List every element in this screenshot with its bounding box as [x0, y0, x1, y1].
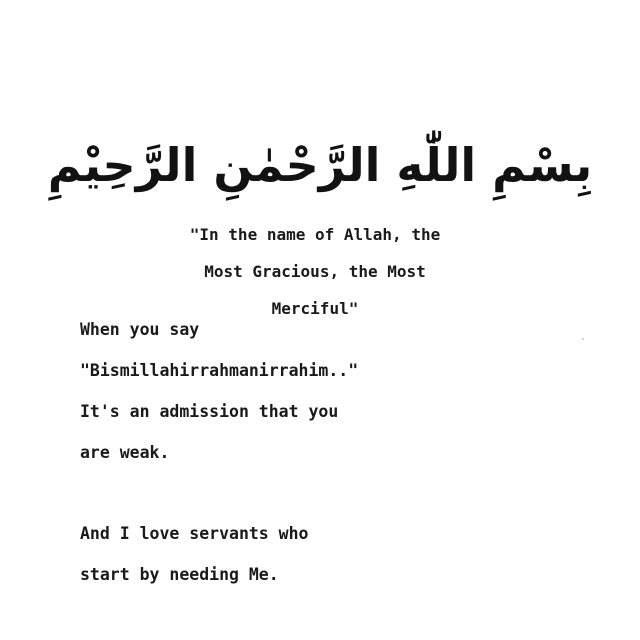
basmala-arabic-text: بِسْمِ اللّٰهِ الرَّحْمٰنِ الرَّحِيْمِ — [47, 138, 593, 192]
message-line-2: "Bismillahirrahmanirrahim.." — [80, 361, 359, 380]
translation-line-1: "In the name of Allah, the — [189, 225, 441, 244]
translation-line-3: Merciful" — [271, 299, 359, 318]
message-text — [80, 309, 400, 595]
message-line-1: When you say — [80, 320, 200, 339]
message-line-5: And I love servants who — [80, 524, 309, 543]
message-line-4: are weak. — [80, 443, 170, 462]
dust-speck — [582, 338, 584, 340]
message-line-3: It's an admission that you — [80, 402, 339, 421]
translation-line-2: Most Gracious, the Most — [204, 262, 426, 281]
message-line-6: start by needing Me. — [80, 565, 279, 584]
